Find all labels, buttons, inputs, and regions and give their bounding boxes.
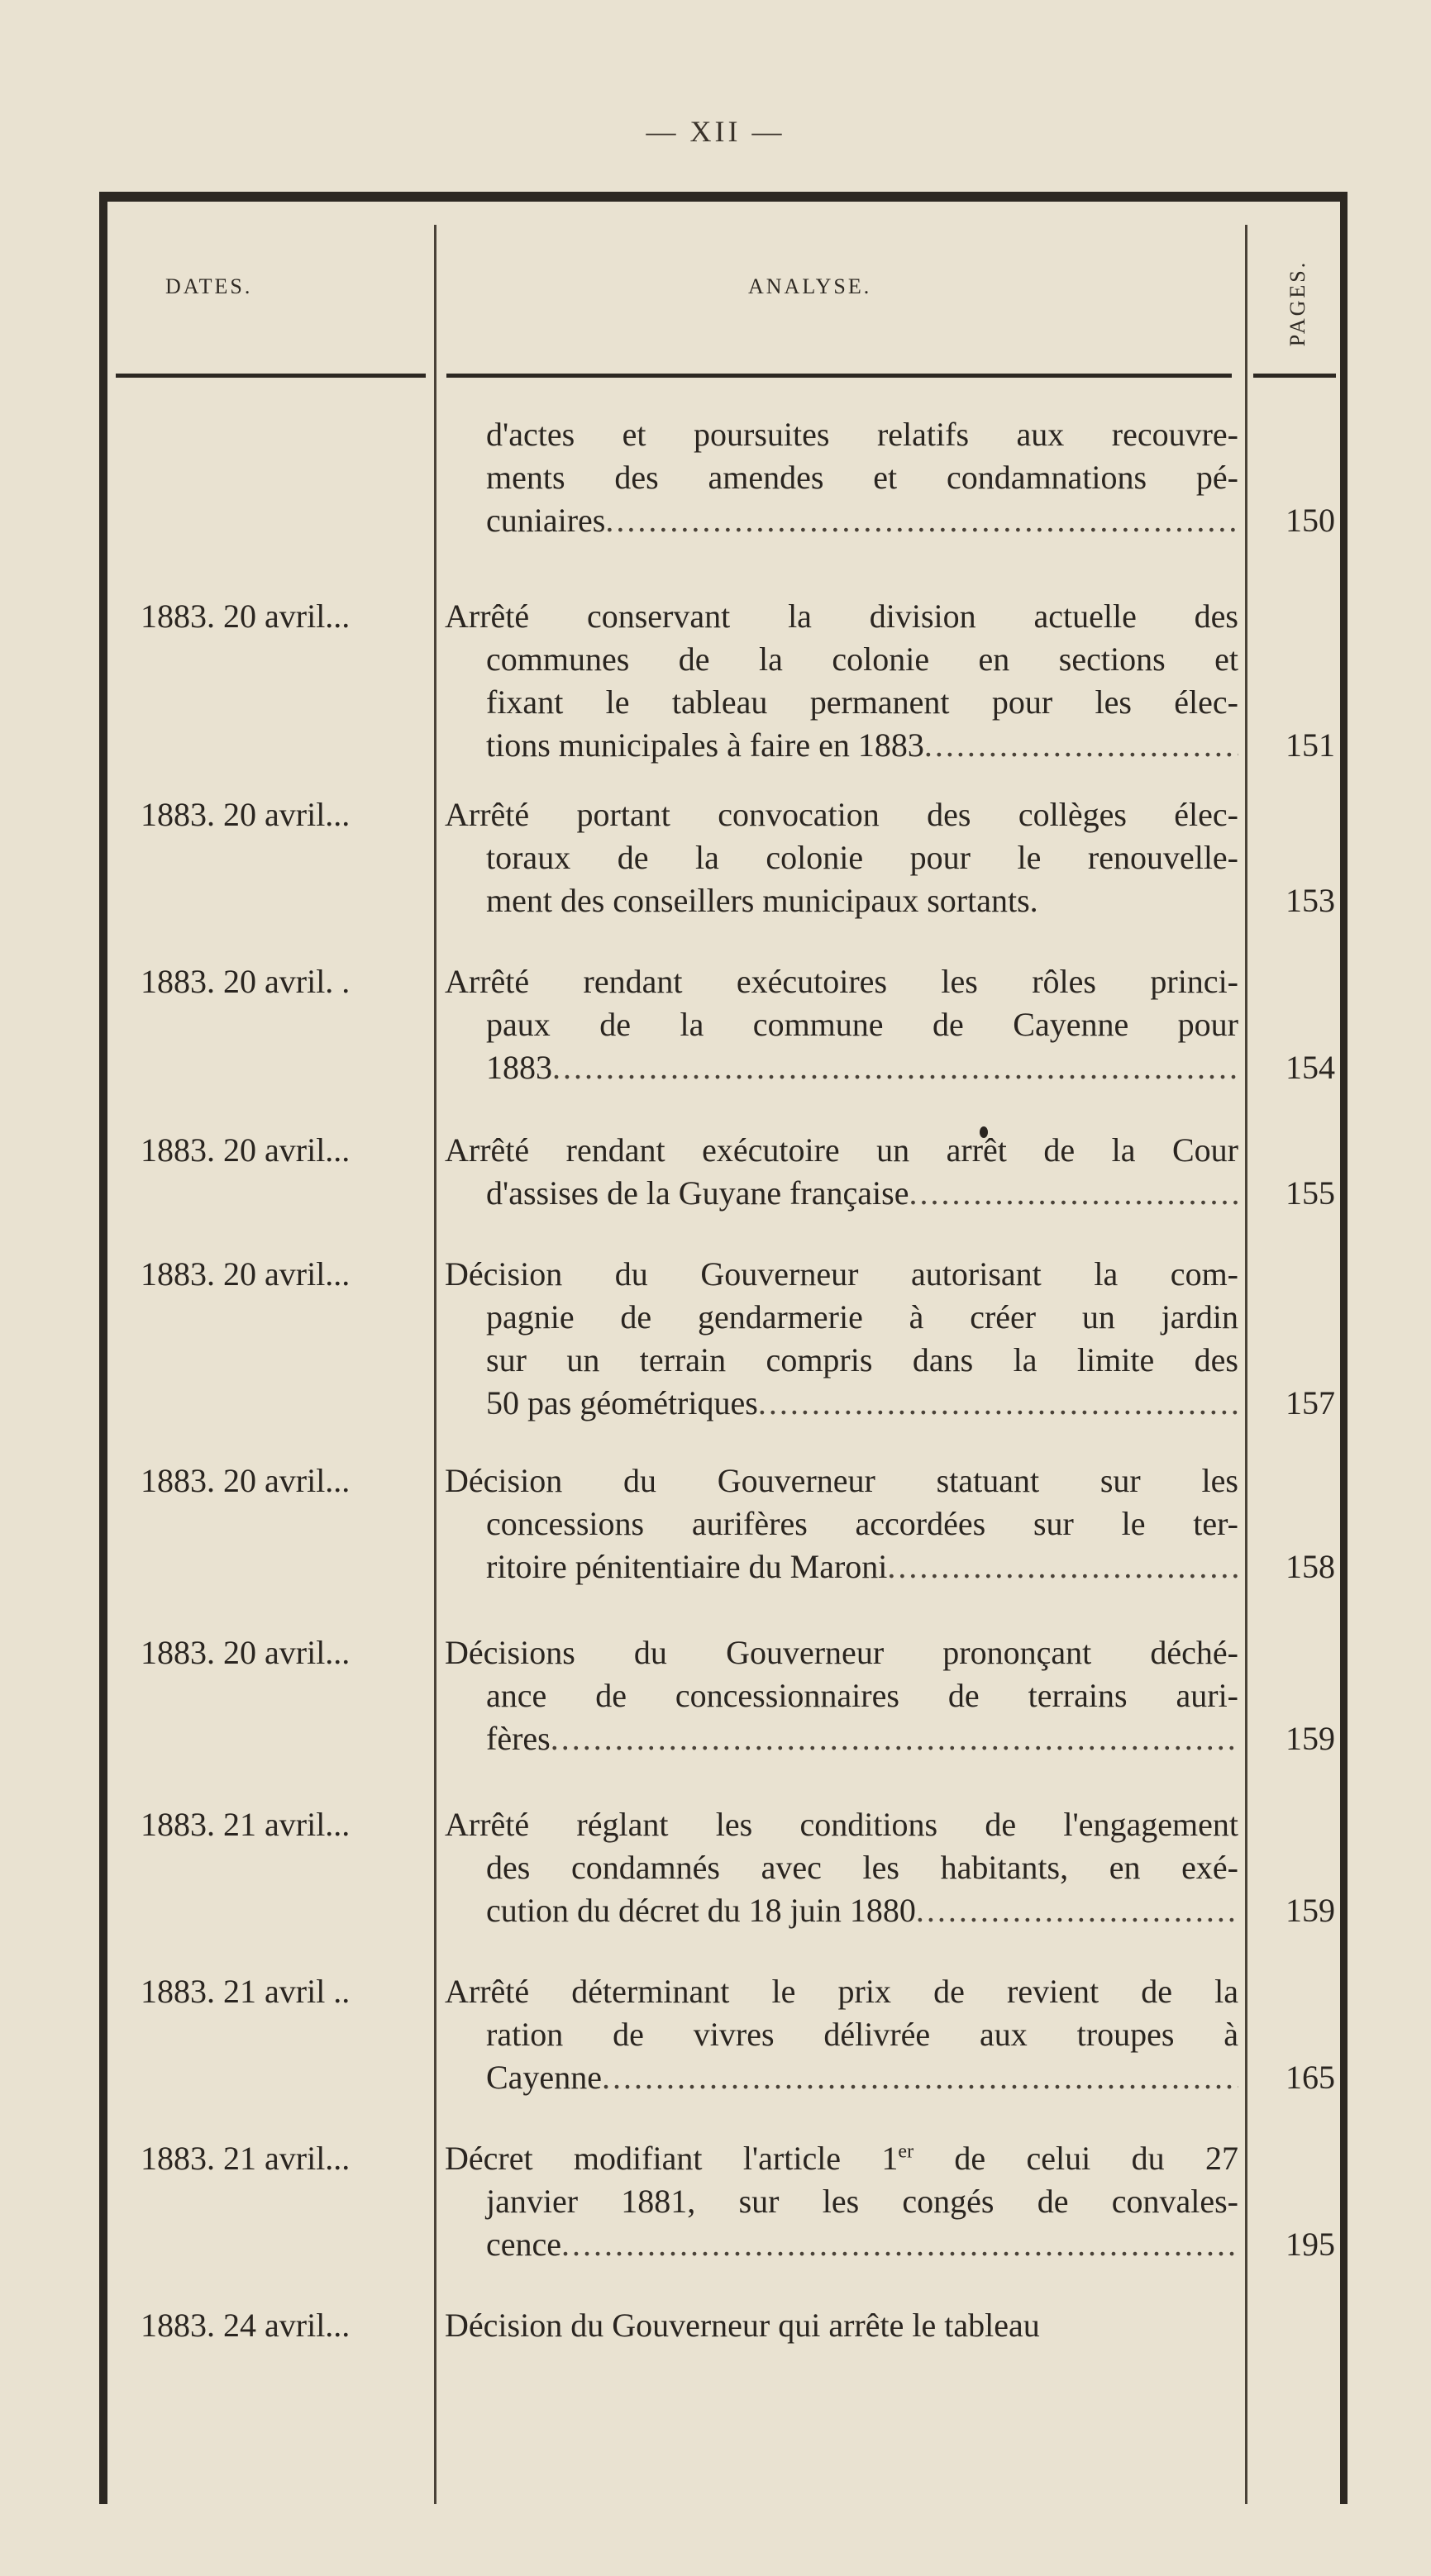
entry-page: 195	[1286, 2226, 1335, 2263]
analyse-header-rule	[446, 374, 1232, 378]
entry-page: 165	[1286, 2059, 1335, 2096]
dot-leader	[551, 1717, 1238, 1760]
analyse-line-end: de celui du 27	[913, 2140, 1238, 2177]
analyse-line-start: Décret modifiant l'article 1	[445, 2140, 899, 2177]
entry-analyse	[445, 2304, 1238, 2347]
analyse-line: Arrêté rendant exécutoire un arrêt de la Cour	[445, 1131, 1238, 1169]
entry-analyse	[445, 2137, 1238, 2266]
dot-leader	[758, 1382, 1238, 1425]
analyse-line: ration de vivres délivrée aux troupes à	[486, 2016, 1238, 2053]
entry-date: 1883. 20 avril...	[141, 1131, 351, 1169]
header-pages-label: PAGES.	[1286, 260, 1309, 347]
analyse-line: paux de la commune de Cayenne pour	[486, 1006, 1238, 1043]
analyse-last-line	[445, 1889, 1238, 1932]
analyse-last-text: cuniaires	[486, 502, 606, 539]
pages-header-rule	[1253, 374, 1336, 378]
entry-date: 1883. 21 avril...	[141, 2140, 351, 2177]
entry-analyse	[445, 1253, 1238, 1425]
entry-page: 155	[1286, 1174, 1335, 1212]
analyse-line: toraux de la colonie pour le renouvelle-	[486, 839, 1238, 876]
entry-analyse	[445, 960, 1238, 1089]
analyse-line: janvier 1881, sur les congés de convales-	[486, 2183, 1238, 2220]
entry-page: 157	[1286, 1384, 1335, 1421]
dot-leader	[887, 1545, 1238, 1588]
analyse-line: fixant le tableau permanent pour les élec-	[486, 683, 1238, 721]
dates-header-rule	[116, 374, 426, 378]
entry-analyse	[445, 1970, 1238, 2099]
pages-column-separator	[1245, 225, 1247, 2504]
entry-page: 154	[1286, 1049, 1335, 1086]
analyse-last-text: tions municipales à faire en 1883	[486, 726, 924, 764]
analyse-last-text: 1883	[486, 1049, 552, 1086]
entry-date: 1883. 20 avril...	[141, 1462, 351, 1499]
analyse-line: Arrêté réglant les conditions de l'engagement	[445, 1806, 1238, 1843]
header-pages	[1261, 241, 1335, 365]
header-analyse: ANALYSE.	[748, 274, 872, 298]
index-table	[99, 192, 1348, 2504]
header-dates: DATES.	[165, 274, 253, 298]
entry-analyse	[445, 1803, 1238, 1932]
page-number: — XII —	[646, 115, 785, 148]
entry-analyse	[445, 793, 1238, 922]
analyse-last-line	[445, 1382, 1238, 1425]
analyse-last-line	[445, 724, 1238, 767]
analyse-last-line	[445, 1545, 1238, 1588]
analyse-line: pagnie de gendarmerie à créer un jardin	[486, 1298, 1238, 1336]
analyse-last-text: ritoire pénitentiaire du Maroni	[486, 1548, 888, 1585]
analyse-line: Arrêté déterminant le prix de revient de la	[445, 1973, 1238, 2010]
dot-leader	[561, 2223, 1238, 2266]
analyse-line: communes de la colonie en sections et	[486, 640, 1238, 678]
dot-leader	[605, 499, 1238, 542]
analyse-last-text: 50 pas géométriques	[486, 1384, 758, 1421]
analyse-line: ment des conseillers municipaux sortants.	[486, 882, 1038, 919]
entry-date: 1883. 20 avril...	[141, 598, 351, 635]
table-right-rule	[1340, 192, 1348, 2504]
dot-leader	[909, 1172, 1238, 1215]
entry-analyse	[445, 1129, 1238, 1215]
analyse-line: Décision du Gouverneur autorisant la com-	[445, 1255, 1238, 1293]
analyse-last-line	[445, 499, 1238, 542]
analyse-line: ments des amendes et condamnations pé-	[486, 459, 1238, 496]
analyse-last-line	[445, 1046, 1238, 1089]
analyse-last-line	[445, 2223, 1238, 2266]
superscript: er	[898, 2140, 914, 2163]
entry-page: 151	[1286, 726, 1335, 764]
analyse-line: des condamnés avec les habitants, en exé-	[486, 1849, 1238, 1886]
entry-page: 150	[1286, 502, 1335, 539]
table-left-rule	[99, 192, 107, 2504]
analyse-line: Arrêté portant convocation des collèges élec-	[445, 796, 1238, 833]
entry-date: 1883. 24 avril...	[141, 2307, 351, 2344]
analyse-last-text: cence	[486, 2226, 562, 2263]
analyse-last-text: d'assises de la Guyane française	[486, 1174, 909, 1212]
dot-leader	[916, 1889, 1238, 1932]
dot-leader	[924, 724, 1238, 767]
entry-page: 159	[1286, 1720, 1335, 1757]
entry-analyse	[445, 1459, 1238, 1588]
entry-date: 1883. 21 avril ..	[141, 1973, 351, 2010]
analyse-last-line	[445, 2056, 1238, 2099]
entry-date: 1883. 20 avril...	[141, 1255, 351, 1293]
entry-date: 1883. 20 avril. .	[141, 963, 351, 1000]
table-top-rule	[99, 192, 1348, 202]
analyse-line: d'actes et poursuites relatifs aux recouvre-	[486, 416, 1238, 453]
entry-date: 1883. 21 avril...	[141, 1806, 351, 1843]
analyse-line: Décisions du Gouverneur prononçant déché-	[445, 1634, 1238, 1671]
analyse-last-line	[445, 1172, 1238, 1215]
entry-analyse	[445, 595, 1238, 767]
entry-analyse	[445, 1631, 1238, 1760]
dot-leader	[552, 1046, 1238, 1089]
dates-column-separator	[434, 225, 436, 2504]
analyse-line: Décision du Gouverneur statuant sur les	[445, 1462, 1238, 1499]
analyse-line: Arrêté conservant la division actuelle des	[445, 598, 1238, 635]
analyse-line	[445, 2137, 1238, 2180]
analyse-line: Décision du Gouverneur qui arrête le tableau	[445, 2307, 1040, 2344]
analyse-line: ance de concessionnaires de terrains auri-	[486, 1677, 1238, 1714]
entry-date: 1883. 20 avril...	[141, 796, 351, 833]
analyse-line: sur un terrain compris dans la limite des	[486, 1341, 1238, 1378]
analyse-line: concessions aurifères accordées sur le ter-	[486, 1505, 1238, 1542]
analyse-last-text: cution du décret du 18 juin 1880	[486, 1892, 916, 1929]
entry-analyse	[445, 413, 1238, 542]
entry-page: 159	[1286, 1892, 1335, 1929]
analyse-last-text: Cayenne	[486, 2059, 602, 2096]
analyse-last-line	[445, 1717, 1238, 1760]
analyse-last-text: fères	[486, 1720, 551, 1757]
entry-date: 1883. 20 avril...	[141, 1634, 351, 1671]
entry-page: 158	[1286, 1548, 1335, 1585]
dot-leader	[602, 2056, 1238, 2099]
entry-page: 153	[1286, 882, 1335, 919]
analyse-line: Arrêté rendant exécutoires les rôles princi-	[445, 963, 1238, 1000]
